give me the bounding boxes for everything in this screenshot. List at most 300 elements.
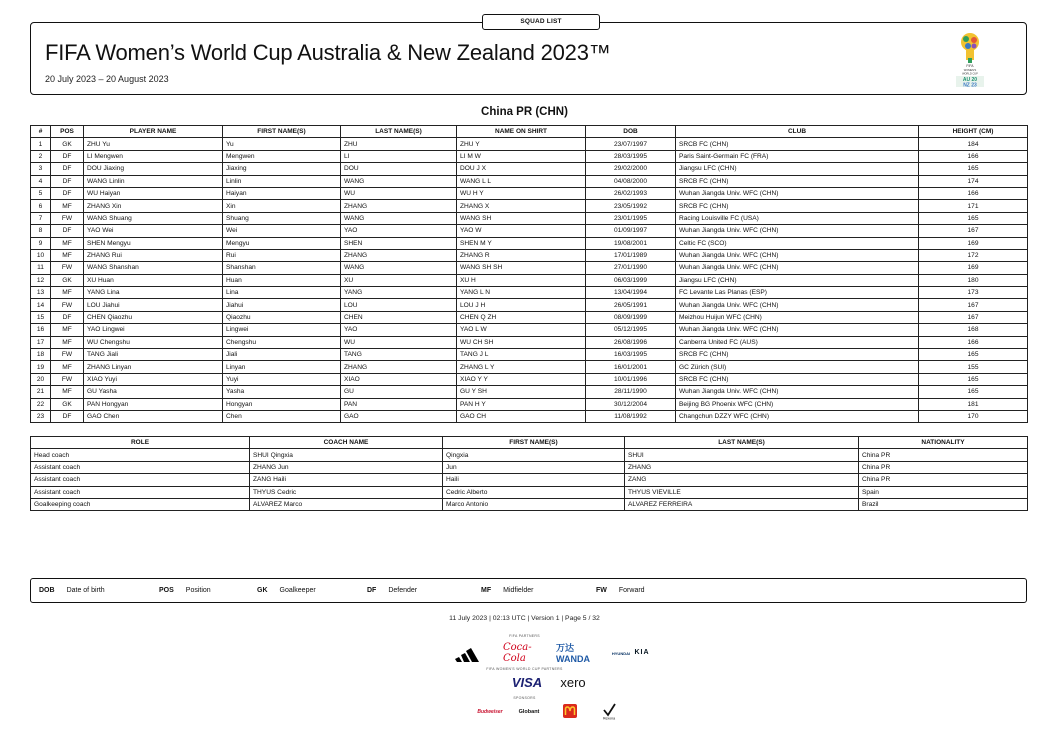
player-name: CHEN Qiaozhu [84,311,223,323]
player-position: DF [51,225,84,237]
player-name: WANG Shanshan [84,262,223,274]
player-last-names: GU [341,386,457,398]
staff-last-names: ALVAREZ FERREIRA [625,498,859,510]
xero-logo: xero [560,674,586,690]
player-dob: 08/09/1999 [586,311,676,323]
player-name: ZHU Yu [84,138,223,150]
player-first-names: Shuang [223,212,341,224]
legend-description: Goalkeeper [279,587,316,594]
staff-nationality: Brazil [859,498,1028,510]
col-role-header: ROLE [31,437,250,449]
player-first-names: Jiaxing [223,163,341,175]
staff-nationality: China PR [859,474,1028,486]
player-name: TANG Jiali [84,349,223,361]
player-height: 165 [919,373,1028,385]
table-row [31,212,1028,224]
table-row [31,386,1028,398]
sponsors-caption: SPONSORS [513,696,536,700]
player-club: Wuhan Jiangda Univ. WFC (CHN) [676,249,919,261]
player-name: DOU Jiaxing [84,163,223,175]
player-club: Celtic FC (SCO) [676,237,919,249]
player-dob: 16/03/1995 [586,349,676,361]
player-shirt-name: ZHANG X [457,200,586,212]
player-dob: 30/12/2004 [586,398,676,410]
player-shirt-name: ZHU Y [457,138,586,150]
staff-role: Assistant coach [31,474,250,486]
player-name: WU Haiyan [84,187,223,199]
player-shirt-name: WANG SH [457,212,586,224]
player-position: DF [51,410,84,422]
player-shirt-name: WANG SH SH [457,262,586,274]
player-height: 169 [919,237,1028,249]
staff-last-names: ZHANG [625,461,859,473]
player-first-names: Qiaozhu [223,311,341,323]
legend-abbreviation: DF [367,587,377,594]
player-number: 19 [31,361,51,373]
globant-logo: Globant [518,709,540,715]
player-dob: 29/02/2000 [586,163,676,175]
staff-coach-name: ALVAREZ Marco [250,498,443,510]
player-first-names: Yuyi [223,373,341,385]
player-height: 184 [919,138,1028,150]
col-number-header: # [31,126,51,138]
table-row [31,398,1028,410]
table-row [31,299,1028,311]
player-last-names: LI [341,150,457,162]
player-dob: 26/02/1993 [586,187,676,199]
staff-first-names: Qingxia [443,449,625,461]
player-number: 4 [31,175,51,187]
player-number: 15 [31,311,51,323]
player-club: Beijing BG Phoenix WFC (CHN) [676,398,919,410]
player-dob: 28/11/1990 [586,386,676,398]
player-name: WU Chengshu [84,336,223,348]
table-row [31,449,1028,461]
table-row [31,324,1028,336]
legend-abbreviation: POS [159,587,174,594]
player-name: ZHANG Linyan [84,361,223,373]
table-row [31,336,1028,348]
player-dob: 28/03/1995 [586,150,676,162]
budweiser-logo: Budweiser [477,709,503,715]
player-number: 11 [31,262,51,274]
player-dob: 01/09/1997 [586,225,676,237]
player-club: GC Zürich (SUI) [676,361,919,373]
player-number: 6 [31,200,51,212]
col-nationality-header: NATIONALITY [859,437,1028,449]
legend-description: Date of birth [66,587,105,594]
player-dob: 23/01/1995 [586,212,676,224]
player-name: GAO Chen [84,410,223,422]
player-club: Wuhan Jiangda Univ. WFC (CHN) [676,225,919,237]
staff-first-names: Haili [443,474,625,486]
col-last-names-header: LAST NAME(S) [341,126,457,138]
staff-nationality: Spain [859,486,1028,498]
staff-first-names: Cedric Alberto [443,486,625,498]
tournament-title: FIFA Women’s World Cup Australia & New Zealand 2023™ [45,40,611,65]
player-last-names: XU [341,274,457,286]
legend-item [481,587,533,594]
hyundai-logo: HYUNDAI [611,650,631,656]
player-height: 167 [919,299,1028,311]
player-position: MF [51,249,84,261]
player-shirt-name: YAO L W [457,324,586,336]
staff-table-header [31,437,1028,449]
player-position: GK [51,138,84,150]
legend-description: Position [185,587,211,594]
player-last-names: WANG [341,212,457,224]
player-last-names: WANG [341,175,457,187]
player-club: Wuhan Jiangda Univ. WFC (CHN) [676,386,919,398]
table-row [31,274,1028,286]
player-last-names: YANG [341,287,457,299]
team-name-heading: China PR (CHN) [481,106,568,118]
table-row [31,373,1028,385]
player-last-names: GAO [341,410,457,422]
player-name: WANG Linlin [84,175,223,187]
player-club: Meizhou Huijun WFC (CHN) [676,311,919,323]
emblem-text-au: AU 20 [962,77,978,83]
player-club: SRCB FC (CHN) [676,200,919,212]
player-first-names: Linyan [223,361,341,373]
staff-role: Assistant coach [31,486,250,498]
player-club: Paris Saint-Germain FC (FRA) [676,150,919,162]
player-shirt-name: CHEN Q ZH [457,311,586,323]
player-position: DF [51,187,84,199]
player-first-names: Mengwen [223,150,341,162]
player-height: 172 [919,249,1028,261]
players-table [30,125,1028,423]
player-club: SRCB FC (CHN) [676,175,919,187]
player-club: Jiangsu LFC (CHN) [676,163,919,175]
legend-abbreviation: FW [596,587,607,594]
player-first-names: Jiali [223,349,341,361]
player-name: XIAO Yuyi [84,373,223,385]
table-row [31,410,1028,422]
player-first-names: Yu [223,138,341,150]
player-last-names: ZHANG [341,200,457,212]
player-last-names: ZHANG [341,249,457,261]
legend-item [596,587,645,594]
player-height: 180 [919,274,1028,286]
player-last-names: ZHANG [341,361,457,373]
player-club: SRCB FC (CHN) [676,373,919,385]
kia-logo: KIA [634,648,650,656]
player-position: FW [51,349,84,361]
player-shirt-name: WU CH SH [457,336,586,348]
player-club: Changchun DZZY WFC (CHN) [676,410,919,422]
player-shirt-name: YAO W [457,225,586,237]
col-player-name-header: PLAYER NAME [84,126,223,138]
players-table-header [31,126,1028,138]
player-shirt-name: ZHANG R [457,249,586,261]
player-first-names: Chen [223,410,341,422]
player-position: FW [51,262,84,274]
staff-table [30,436,1028,511]
col-position-header: POS [51,126,84,138]
player-position: FW [51,299,84,311]
legend-description: Forward [618,587,645,594]
tournament-dates: 20 July 2023 – 20 August 2023 [45,74,169,84]
col-name-on-shirt-header: NAME ON SHIRT [457,126,586,138]
player-height: 166 [919,336,1028,348]
player-first-names: Rui [223,249,341,261]
player-name: YANG Lina [84,287,223,299]
player-number: 10 [31,249,51,261]
legend-item [159,587,211,594]
player-first-names: Lina [223,287,341,299]
player-club: FC Levante Las Planas (ESP) [676,287,919,299]
fifa-partners-caption: FIFA PARTNERS [509,634,540,638]
staff-role: Head coach [31,449,250,461]
wwc-partners-caption: FIFA WOMEN'S WORLD CUP PARTNERS [486,667,563,671]
player-position: DF [51,311,84,323]
player-position: MF [51,324,84,336]
player-first-names: Haiyan [223,187,341,199]
visa-logo: VISA [511,674,543,690]
staff-coach-name: SHUI Qingxia [250,449,443,461]
player-shirt-name: WU H Y [457,187,586,199]
staff-coach-name: ZHANG Jun [250,461,443,473]
col-dob-header: DOB [586,126,676,138]
player-position: MF [51,287,84,299]
staff-first-names: Jun [443,461,625,473]
staff-coach-name: THYUS Cedric [250,486,443,498]
player-height: 167 [919,311,1028,323]
document-header [30,22,1027,95]
player-name: LI Mengwen [84,150,223,162]
legend-item [39,587,105,594]
legend-item [257,587,316,594]
legend-description: Defender [388,587,418,594]
player-height: 169 [919,262,1028,274]
player-position: GK [51,274,84,286]
player-club: SRCB FC (CHN) [676,138,919,150]
player-shirt-name: YANG L N [457,287,586,299]
player-shirt-name: LI M W [457,150,586,162]
player-first-names: Hongyan [223,398,341,410]
table-row [31,461,1028,473]
player-shirt-name: DOU J X [457,163,586,175]
player-height: 166 [919,187,1028,199]
player-shirt-name: PAN H Y [457,398,586,410]
player-first-names: Linlin [223,175,341,187]
player-dob: 26/05/1991 [586,299,676,311]
player-height: 167 [919,225,1028,237]
player-position: MF [51,361,84,373]
player-name: PAN Hongyan [84,398,223,410]
player-first-names: Chengshu [223,336,341,348]
player-dob: 10/01/1996 [586,373,676,385]
wanda-logo: 万达 WANDA [556,642,590,664]
player-position: MF [51,386,84,398]
player-height: 170 [919,410,1028,422]
legend-abbreviation: GK [257,587,268,594]
player-number: 22 [31,398,51,410]
player-last-names: YAO [341,324,457,336]
player-last-names: WANG [341,262,457,274]
abbreviation-legend [30,578,1027,603]
player-number: 3 [31,163,51,175]
player-first-names: Lingwei [223,324,341,336]
legend-description: Midfielder [503,587,534,594]
player-club: Canberra United FC (AUS) [676,336,919,348]
player-number: 16 [31,324,51,336]
player-shirt-name: GU Y SH [457,386,586,398]
player-dob: 13/04/1994 [586,287,676,299]
player-dob: 27/01/1990 [586,262,676,274]
table-row [31,498,1028,510]
player-number: 23 [31,410,51,422]
player-dob: 23/05/1992 [586,200,676,212]
table-row [31,262,1028,274]
player-club: Racing Louisville FC (USA) [676,212,919,224]
staff-role: Goalkeeping coach [31,498,250,510]
player-number: 5 [31,187,51,199]
staff-coach-name: ZANG Haili [250,474,443,486]
player-dob: 04/08/2000 [586,175,676,187]
player-position: FW [51,373,84,385]
player-shirt-name: XIAO Y Y [457,373,586,385]
adidas-logo-icon [455,643,485,663]
player-height: 165 [919,212,1028,224]
player-height: 181 [919,398,1028,410]
player-position: DF [51,175,84,187]
player-last-names: DOU [341,163,457,175]
table-row [31,225,1028,237]
staff-last-names: SHUI [625,449,859,461]
player-height: 173 [919,287,1028,299]
player-position: MF [51,200,84,212]
col-first-names-header: FIRST NAME(S) [443,437,625,449]
rexona-wordmark: Rexona [602,716,616,720]
col-height-header: HEIGHT (CM) [919,126,1028,138]
player-dob: 06/03/1999 [586,274,676,286]
legend-abbreviation: MF [481,587,492,594]
player-height: 171 [919,200,1028,212]
player-first-names: Xin [223,200,341,212]
player-dob: 17/01/1989 [586,249,676,261]
player-last-names: YAO [341,225,457,237]
player-height: 174 [919,175,1028,187]
col-club-header: CLUB [676,126,919,138]
player-height: 166 [919,150,1028,162]
player-club: Jiangsu LFC (CHN) [676,274,919,286]
player-number: 2 [31,150,51,162]
player-dob: 05/12/1995 [586,324,676,336]
player-last-names: PAN [341,398,457,410]
legend-item [367,587,417,594]
player-name: YAO Wei [84,225,223,237]
col-last-names-header: LAST NAME(S) [625,437,859,449]
player-position: MF [51,237,84,249]
player-number: 12 [31,274,51,286]
mcdonalds-logo-icon [563,704,577,718]
player-first-names: Shanshan [223,262,341,274]
player-first-names: Yasha [223,386,341,398]
staff-role: Assistant coach [31,461,250,473]
player-name: LOU Jiahui [84,299,223,311]
player-number: 18 [31,349,51,361]
player-last-names: CHEN [341,311,457,323]
player-position: FW [51,212,84,224]
staff-nationality: China PR [859,449,1028,461]
emblem-text-nz: NZ 23 [963,82,977,88]
player-shirt-name: TANG J L [457,349,586,361]
player-name: ZHANG Xin [84,200,223,212]
emblem-text-worldcup: WORLD CUP [962,72,978,76]
player-shirt-name: LOU J H [457,299,586,311]
player-dob: 26/08/1996 [586,336,676,348]
player-first-names: Huan [223,274,341,286]
emblem-text-womens: WOMEN'S [963,69,977,72]
player-position: DF [51,163,84,175]
player-last-names: WU [341,187,457,199]
player-number: 21 [31,386,51,398]
table-row [31,163,1028,175]
table-row [31,200,1028,212]
player-last-names: TANG [341,349,457,361]
staff-last-names: THYUS VIEVILLE [625,486,859,498]
player-name: SHEN Mengyu [84,237,223,249]
player-height: 155 [919,361,1028,373]
player-dob: 11/08/1992 [586,410,676,422]
player-dob: 16/01/2001 [586,361,676,373]
player-club: Wuhan Jiangda Univ. WFC (CHN) [676,299,919,311]
player-dob: 23/07/1997 [586,138,676,150]
staff-nationality: China PR [859,461,1028,473]
player-number: 7 [31,212,51,224]
col-coach-name-header: COACH NAME [250,437,443,449]
player-last-names: ZHU [341,138,457,150]
player-club: Wuhan Jiangda Univ. WFC (CHN) [676,324,919,336]
document-type-label: SQUAD LIST [482,14,600,30]
player-first-names: Wei [223,225,341,237]
player-number: 1 [31,138,51,150]
rexona-logo-icon [600,702,618,720]
player-height: 165 [919,349,1028,361]
table-row [31,175,1028,187]
player-position: GK [51,398,84,410]
table-row [31,249,1028,261]
player-shirt-name: GAO CH [457,410,586,422]
player-number: 8 [31,225,51,237]
player-number: 13 [31,287,51,299]
player-dob: 19/08/2001 [586,237,676,249]
table-row [31,237,1028,249]
player-last-names: WU [341,336,457,348]
table-row [31,474,1028,486]
player-number: 17 [31,336,51,348]
emblem-text-fifa: FIFA [966,64,974,68]
player-last-names: LOU [341,299,457,311]
player-club: Wuhan Jiangda Univ. WFC (CHN) [676,187,919,199]
player-name: GU Yasha [84,386,223,398]
table-row [31,361,1028,373]
table-row [31,311,1028,323]
table-row [31,349,1028,361]
player-height: 165 [919,386,1028,398]
player-last-names: XIAO [341,373,457,385]
player-club: Wuhan Jiangda Univ. WFC (CHN) [676,262,919,274]
staff-last-names: ZANG [625,474,859,486]
table-row [31,287,1028,299]
staff-first-names: Marco Antonio [443,498,625,510]
player-name: ZHANG Rui [84,249,223,261]
player-number: 9 [31,237,51,249]
document-meta-line: 11 July 2023 | 02:13 UTC | Version 1 | Page 5 / 32 [449,615,600,622]
player-shirt-name: SHEN M Y [457,237,586,249]
